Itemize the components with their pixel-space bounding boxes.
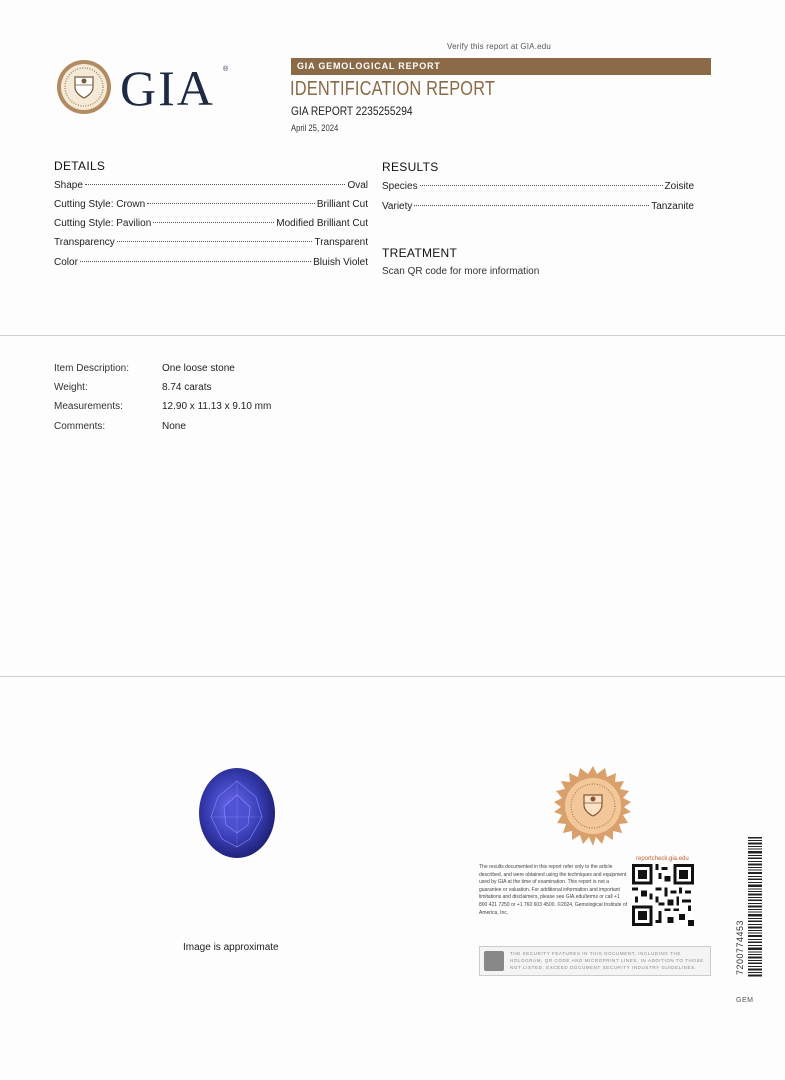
barcode-icon [748,837,762,977]
item-label: Item Description: [54,363,130,374]
item-value: 8.74 carats [162,382,212,393]
qr-code-icon[interactable] [632,864,694,926]
lock-icon [484,951,504,971]
details-label: Transparency [54,237,115,248]
details-value: Oval [347,180,368,191]
barcode-number: 7200774453 [735,919,745,975]
gia-logo-text: GIA [120,60,215,116]
reportcheck-link[interactable]: reportcheck.gia.edu [636,856,689,862]
treatment-text: Scan QR code for more information [382,266,540,277]
results-row [382,181,694,192]
details-row [54,180,368,191]
details-row [54,218,368,229]
details-label: Color [54,257,78,268]
details-row [54,237,368,248]
details-value: Brilliant Cut [316,199,368,210]
results-label: Species [382,181,418,192]
treatment-title: TREATMENT [382,246,458,260]
verify-text: Verify this report at GIA.edu [447,42,552,51]
security-notice [479,946,711,976]
image-caption: Image is approximate [183,942,279,953]
item-label: Measurements: [54,401,123,412]
report-title: IDENTIFICATION REPORT [290,78,496,100]
details-label: Cutting Style: Crown [54,199,146,210]
details-value: Transparent [314,237,368,248]
item-value: 12.90 x 11.13 x 9.10 mm [162,401,272,412]
details-value: Bluish Violet [313,257,368,268]
details-label: Cutting Style: Pavilion [54,218,152,229]
gemstone-image [198,767,276,859]
details-row [54,199,368,210]
item-label: Comments: [54,421,106,432]
registered-mark: ® [223,66,229,73]
results-label: Variety [382,201,413,212]
report-number: GIA REPORT 2235255294 [291,104,413,118]
report-banner: GIA GEMOLOGICAL REPORT [291,58,711,75]
gem-code: GEM [736,997,754,1004]
hologram-seal-icon [552,765,634,847]
results-value: Zoisite [664,181,694,192]
report-date: April 25, 2024 [291,123,339,133]
results-title: RESULTS [382,160,439,174]
details-label: Shape [54,180,83,191]
fold-line [0,335,785,336]
item-value: None [162,421,186,432]
results-value: Tanzanite [651,201,694,212]
item-label: Weight: [54,382,88,393]
details-title: DETAILS [54,159,106,173]
details-row [54,257,368,268]
results-row [382,201,694,212]
security-text: THE SECURITY FEATURES IN THIS DOCUMENT, INCLUDING THE HOLOGRAM, QR CODE AND MICROPRINT LINES, IN ADDITION TO THOSE NOT LISTED, EXCEED DOCUMENT SECURITY INDUSTRY GUIDELINES. [510,951,704,970]
gia-seal-icon [56,59,112,115]
fold-line [0,676,785,677]
disclaimer-text: The results documented in this report refer only to the article described, and were obtained using the techniques and equipment used by GIA at the time of examination. This report is not a guarantee or valuation. For additional information and important limitations and disclaimers, please see GIA.edu/terms or call +1 800 421 7250 or +1 760 603 4500. ©2024, Gemological Institute of America, Inc. [479,864,628,916]
details-value: Modified Brilliant Cut [276,218,368,229]
item-value: One loose stone [162,363,235,374]
